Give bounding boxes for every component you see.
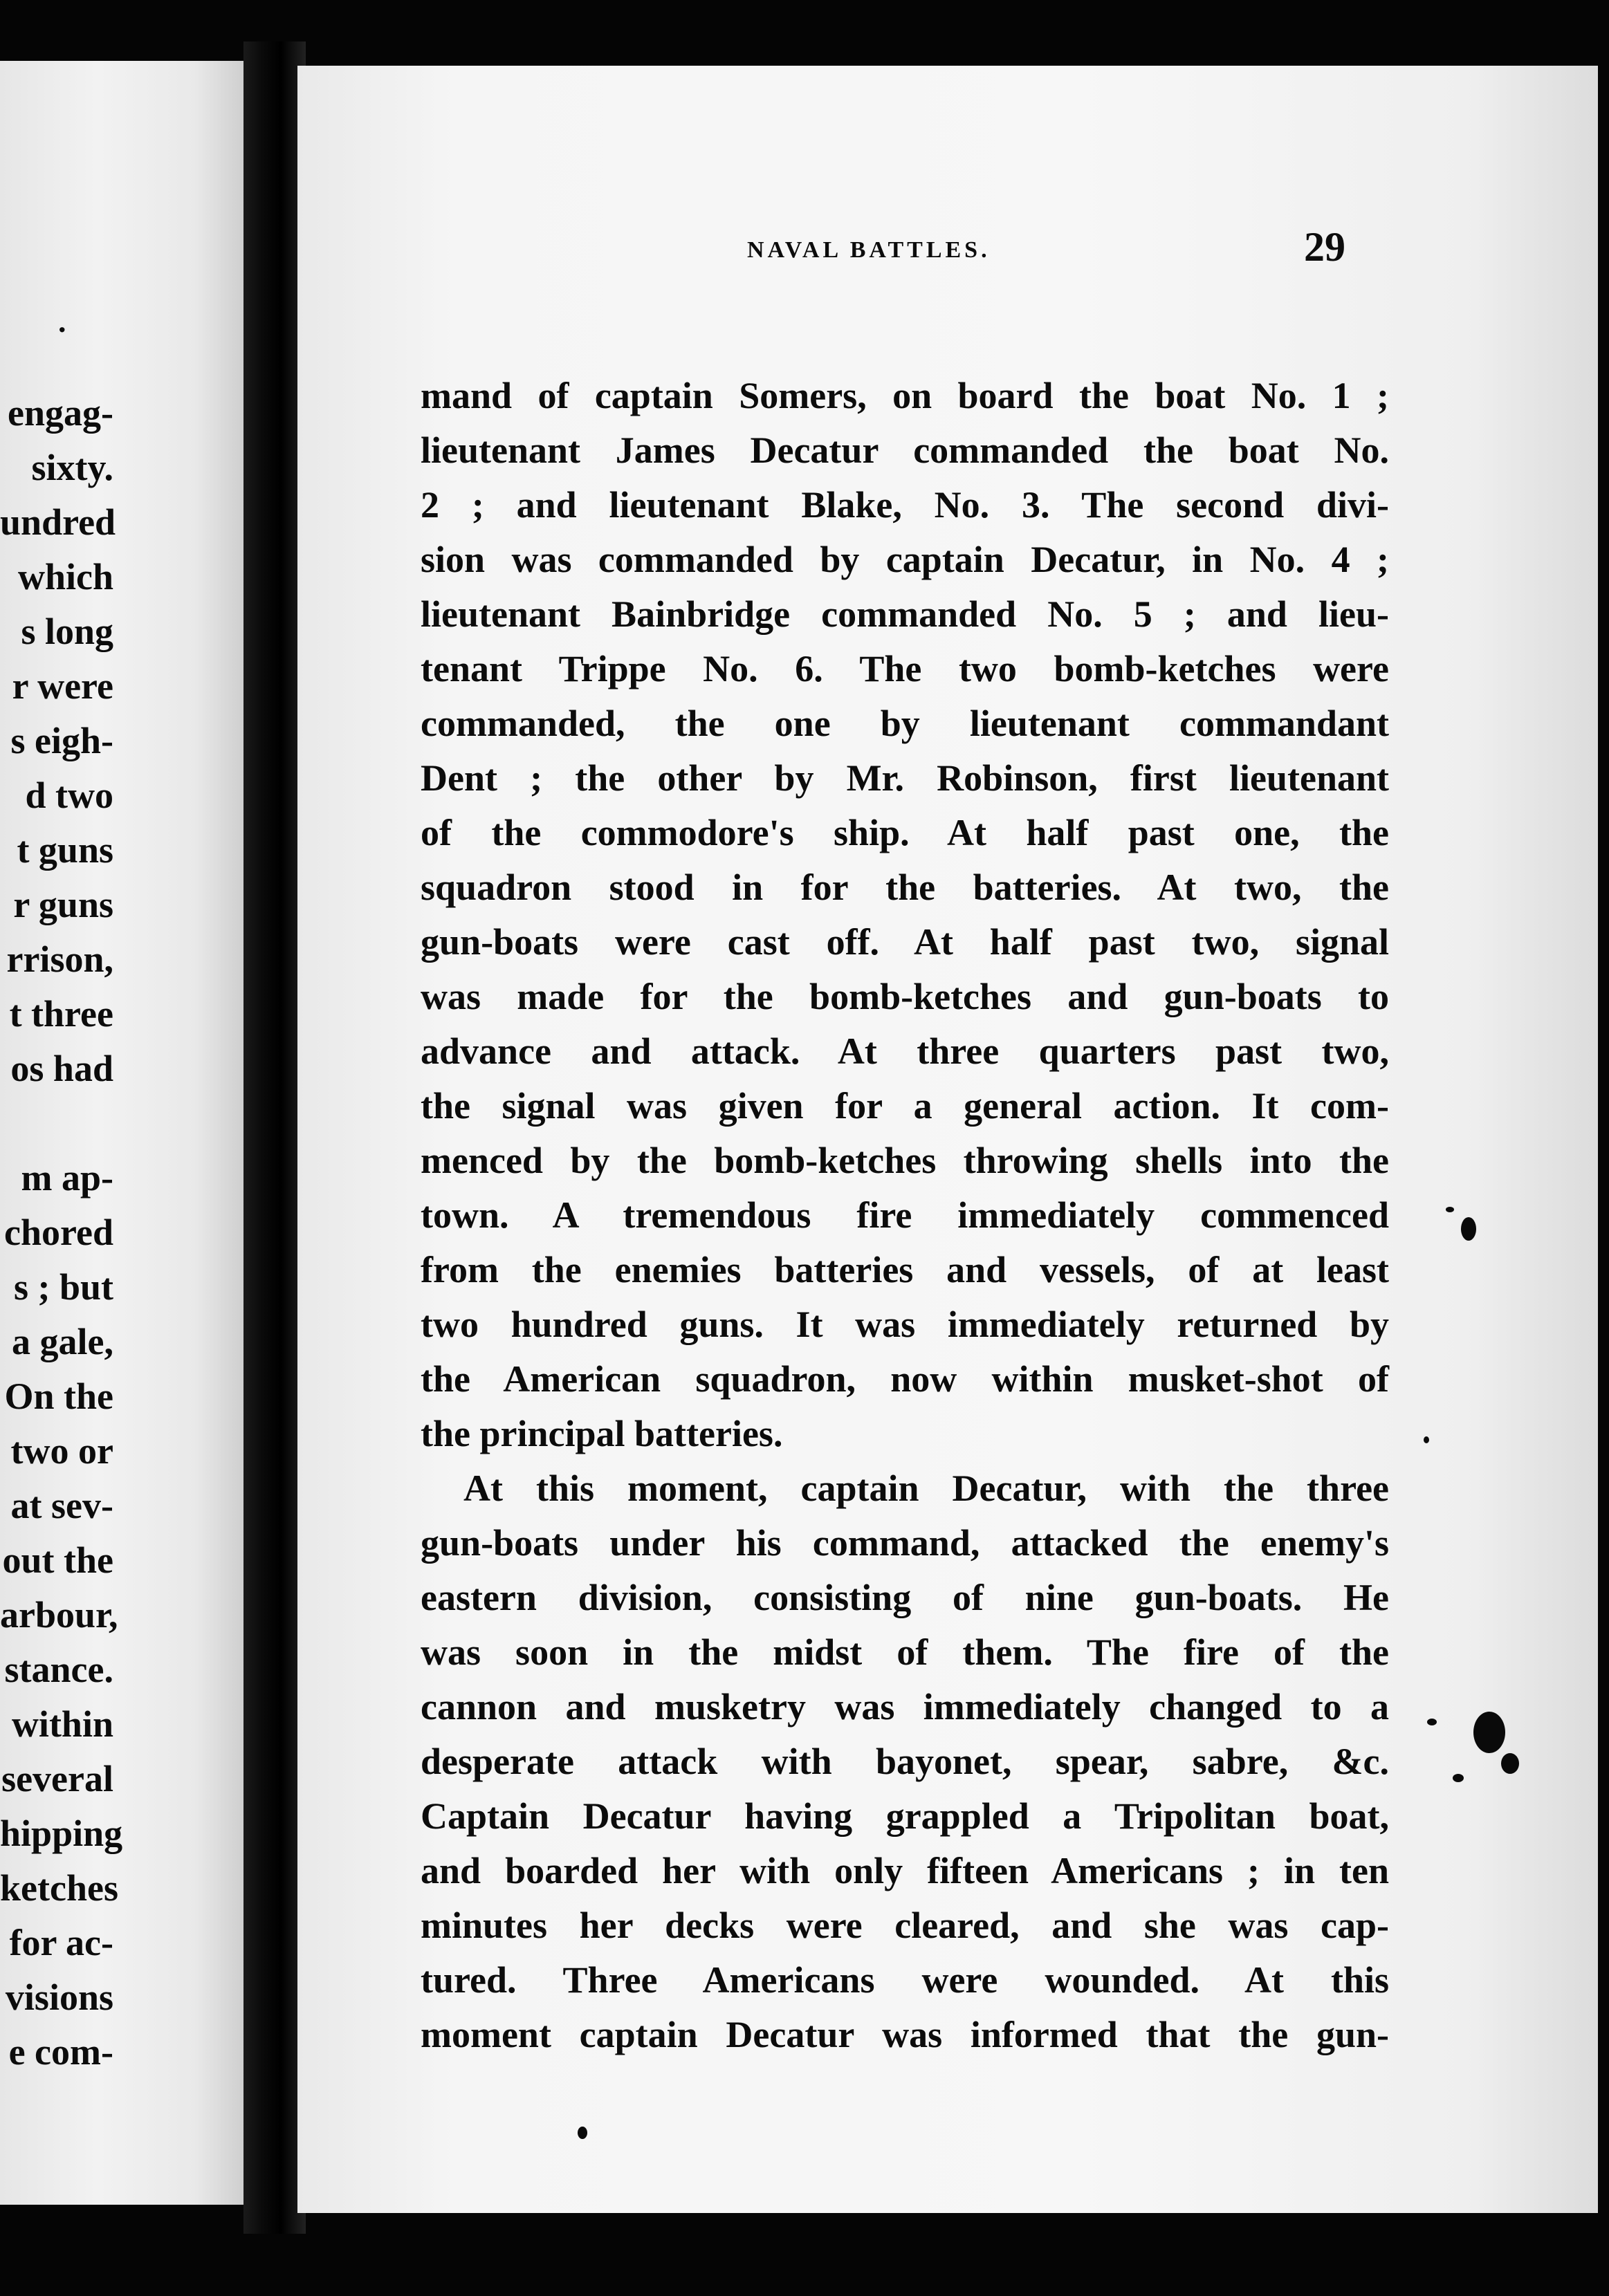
text-line: Captain Decatur having grappled a Tripolitan boat, xyxy=(421,1795,1389,1837)
left-page-line: at sev- xyxy=(10,1485,113,1526)
text-line: was soon in the midst of them. The fire of the xyxy=(421,1631,1389,1673)
left-page-line: s ; but xyxy=(13,1266,113,1308)
left-page-line: os had xyxy=(10,1048,113,1089)
ink-speck xyxy=(1424,1436,1429,1443)
text-line: the signal was given for a general action. It com- xyxy=(421,1085,1389,1127)
text-line: was made for the bomb-ketches and gun-boats to xyxy=(421,976,1389,1017)
left-page-line: engag- xyxy=(8,392,113,434)
ink-speck xyxy=(1453,1774,1464,1782)
left-page-line: visions xyxy=(5,1976,113,2018)
left-page-line: t guns xyxy=(17,829,113,871)
text-line: two hundred guns. It was immediately returned by xyxy=(421,1304,1389,1345)
text-line: advance and attack. At three quarters past two, xyxy=(421,1030,1389,1072)
text-line: sion was commanded by captain Decatur, in No. 4 ; xyxy=(421,539,1389,580)
text-line: tured. Three Americans were wounded. At this xyxy=(421,1959,1389,2001)
text-line: of the commodore's ship. At half past one, the xyxy=(421,812,1389,853)
left-page-line: rrison, xyxy=(6,938,113,980)
text-line: minutes her decks were cleared, and she was cap- xyxy=(421,1905,1389,1946)
text-line: lieutenant Bainbridge commanded No. 5 ; and lieu- xyxy=(421,593,1389,635)
left-page-line: sixty. xyxy=(31,447,113,488)
body-text xyxy=(421,369,1389,2062)
left-page-line: t three xyxy=(9,993,113,1035)
left-page-line: stance. xyxy=(4,1649,113,1690)
left-page-line: hipping xyxy=(0,1813,123,1854)
left-page-line: e com- xyxy=(8,2031,113,2073)
left-page-line: s long xyxy=(21,611,113,652)
text-line: eastern division, consisting of nine gun-boats. He xyxy=(421,1577,1389,1618)
text-line: tenant Trippe No. 6. The two bomb-ketches were xyxy=(421,648,1389,689)
main-page xyxy=(297,66,1598,2213)
left-page-line: for ac- xyxy=(9,1922,113,1963)
text-line: lieutenant James Decatur commanded the boat No. xyxy=(421,429,1389,471)
text-line: and boarded her with only fifteen Americans ; in ten xyxy=(421,1850,1389,1891)
left-page xyxy=(0,61,243,2205)
text-line: cannon and musketry was immediately changed to a xyxy=(421,1686,1389,1728)
left-page-line: s eigh- xyxy=(10,720,113,761)
text-line: squadron stood in for the batteries. At two, the xyxy=(421,867,1389,908)
ink-speck xyxy=(1501,1753,1519,1774)
running-head-title: NAVAL BATTLES. xyxy=(747,237,991,263)
left-page-line: which xyxy=(17,556,113,598)
left-page-text xyxy=(0,386,243,2080)
text-line: At this moment, captain Decatur, with the three xyxy=(463,1468,1389,1509)
left-page-line: arbour, xyxy=(0,1594,118,1636)
ink-speck xyxy=(1446,1207,1454,1212)
left-page-line: two or xyxy=(10,1430,113,1472)
ink-speck xyxy=(1473,1712,1505,1753)
text-line: gun-boats were cast off. At half past two, signal xyxy=(421,921,1389,963)
left-page-line: d two xyxy=(25,775,113,816)
text-line: commanded, the one by lieutenant commandant xyxy=(421,703,1389,744)
text-line: Dent ; the other by Mr. Robinson, first lieutenant xyxy=(421,757,1389,799)
left-page-line: r guns xyxy=(13,884,113,925)
ink-speck xyxy=(1427,1719,1437,1725)
left-page-line: undred xyxy=(0,501,116,543)
left-page-line: a gale, xyxy=(12,1321,113,1362)
left-page-line: On the xyxy=(4,1376,113,1417)
left-page-mark: . xyxy=(58,304,66,339)
book-gutter xyxy=(243,41,306,2234)
ink-speck xyxy=(1461,1217,1476,1241)
text-line: the principal batteries. xyxy=(421,1413,783,1454)
left-page-line: out the xyxy=(2,1539,113,1581)
page-number: 29 xyxy=(1304,224,1345,270)
text-line: 2 ; and lieutenant Blake, No. 3. The second divi- xyxy=(421,484,1389,526)
text-line: desperate attack with bayonet, spear, sabre, &c. xyxy=(421,1741,1389,1782)
left-page-line xyxy=(0,1096,243,1151)
text-line: gun-boats under his command, attacked the enemy's xyxy=(421,1522,1389,1564)
text-line: town. A tremendous fire immediately commenced xyxy=(421,1194,1389,1236)
running-head xyxy=(297,223,1598,279)
left-page-line: within xyxy=(11,1703,113,1745)
text-line: moment captain Decatur was informed that the gun- xyxy=(421,2014,1389,2055)
left-page-line: r were xyxy=(12,665,113,707)
left-page-line: m ap- xyxy=(21,1157,113,1198)
left-page-line: chored xyxy=(4,1212,113,1253)
left-page-line: several xyxy=(1,1758,113,1799)
text-line: the American squadron, now within musket-shot of xyxy=(421,1358,1389,1400)
text-line: mand of captain Somers, on board the boat No. 1 ; xyxy=(421,375,1389,416)
left-page-line: ketches xyxy=(0,1867,118,1909)
text-line: from the enemies batteries and vessels, of at least xyxy=(421,1249,1389,1290)
text-line: menced by the bomb-ketches throwing shells into the xyxy=(421,1140,1389,1181)
ink-speck xyxy=(578,2127,587,2139)
